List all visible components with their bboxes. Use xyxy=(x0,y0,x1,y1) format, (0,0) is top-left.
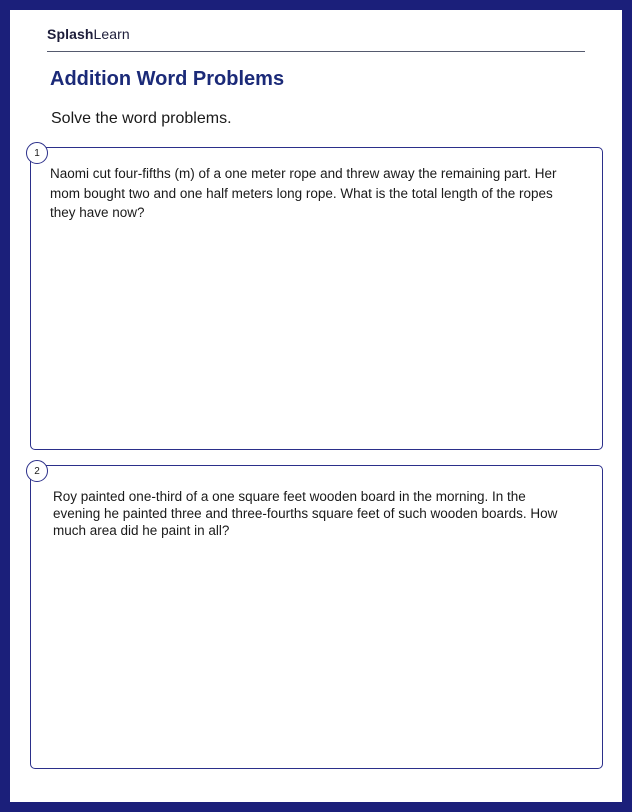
page-title: Addition Word Problems xyxy=(50,68,285,90)
question-number-badge: 1 xyxy=(26,142,48,164)
question-number-badge: 2 xyxy=(26,460,48,482)
worksheet-page xyxy=(10,10,622,802)
header-divider xyxy=(47,51,585,52)
logo-light-text: Learn xyxy=(93,26,130,42)
logo-bold-text: Splash xyxy=(47,26,94,42)
splashlearn-logo xyxy=(47,26,130,42)
question-text: Naomi cut four-fifths (m) of a one meter rope and threw away the remaining part. Her mom bought two and one half meters long rope. What is the total length of the ropes they have now? xyxy=(50,166,557,220)
instruction-text: Solve the word problems. xyxy=(51,110,232,127)
question-box-2 xyxy=(30,465,603,769)
question-text: Roy painted one-third of a one square feet wooden board in the morning. In the evening he painted three and three-fourths square feet of such wooden boards. How much area did he paint in all? xyxy=(53,489,558,538)
question-box-1 xyxy=(30,147,603,450)
